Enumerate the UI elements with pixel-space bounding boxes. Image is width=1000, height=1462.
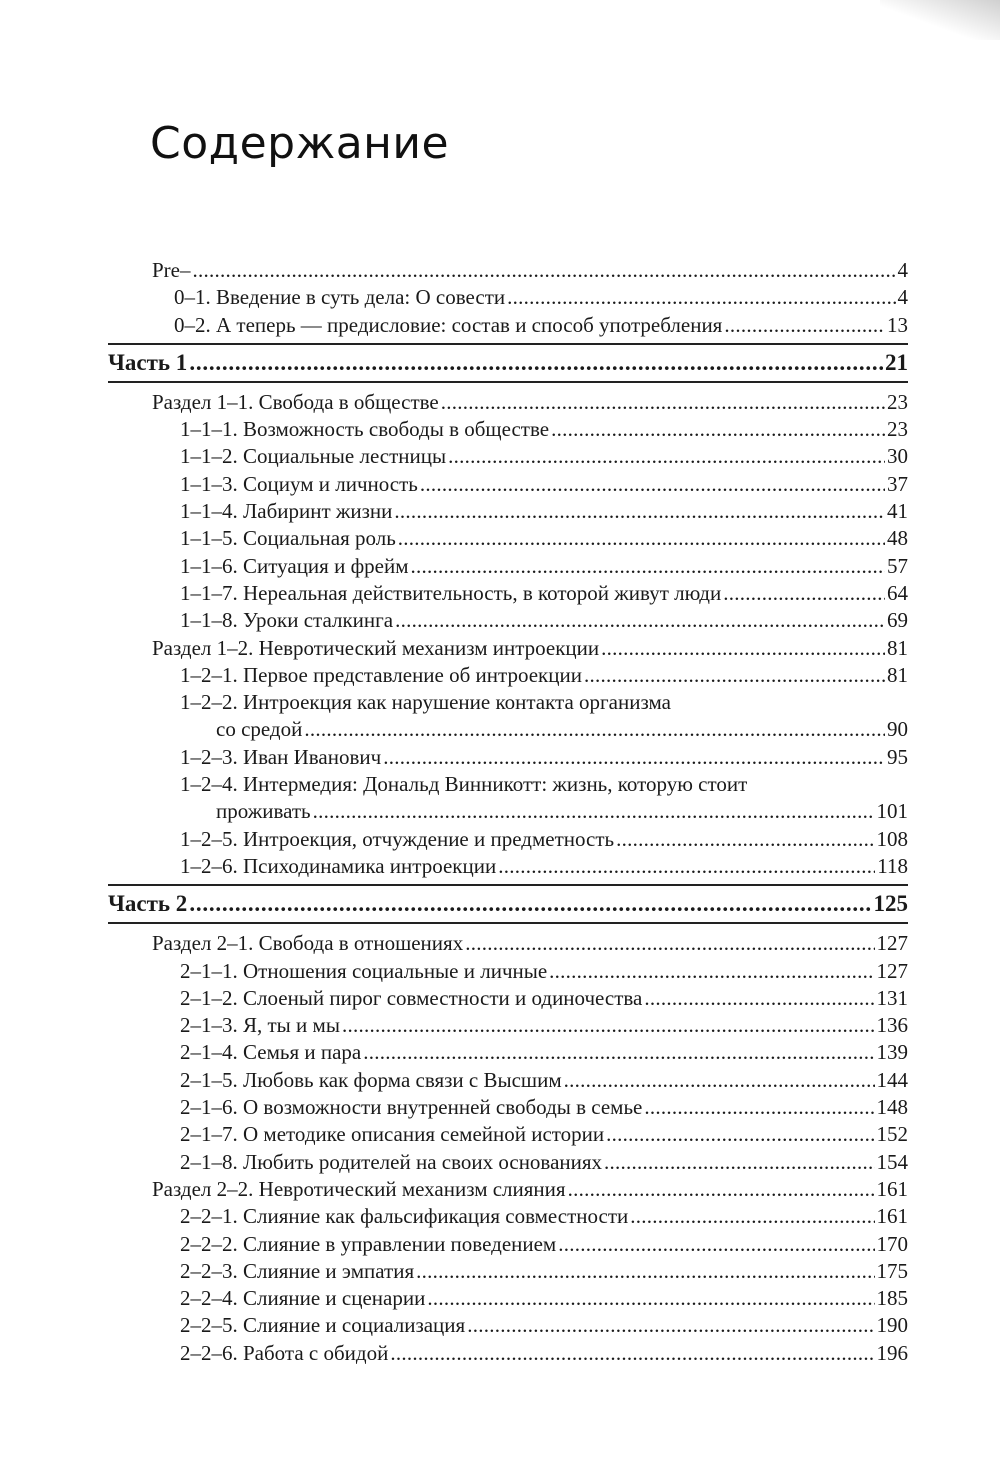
toc-entry[interactable] [108,1312,908,1339]
toc-entry-page: 185 [876,1286,908,1311]
leader-dots [558,1231,874,1258]
toc-entry-label: 1–1–2. Социальные лестницы [180,444,447,469]
toc-entry-page: 64 [887,580,908,605]
toc-entry-page: 131 [876,985,908,1010]
leader-dots [601,635,885,662]
toc-entry-page: 4 [897,258,908,282]
toc-entry-first-line[interactable] [108,689,908,716]
leader-dots [448,443,885,470]
toc-section-page: 127 [876,931,908,956]
leader-dots [507,284,895,311]
leader-dots [420,471,885,498]
toc-entry-label: со средой [216,717,303,742]
toc-entry-label: 1–2–5. Интроекция, отчуждение и предметность [180,826,615,851]
toc-entry-label: 2–1–2. Слоеный пирог совместности и одиночества [180,985,643,1010]
toc-entry-label: 1–1–7. Нереальная действительность, в которой живут люди [180,580,722,605]
toc-section-heading[interactable] [108,1176,908,1203]
leader-dots [189,345,883,381]
leader-dots [398,525,885,552]
toc-entry[interactable] [108,1012,908,1039]
toc-entry[interactable] [108,958,908,985]
toc-entry[interactable] [108,1121,908,1148]
toc-entry-label: 2–1–4. Семья и пара [180,1040,362,1065]
toc-entry[interactable] [108,471,908,498]
toc-part-page: 125 [873,891,908,917]
toc-entry-label: 1–1–3. Социум и личность [180,471,418,496]
toc-entry[interactable] [108,1094,908,1121]
toc-part-page: 21 [885,349,908,375]
leader-dots [604,1149,874,1176]
toc-entry-label: 2–2–3. Слияние и эмпатия [180,1258,415,1283]
leader-dots [193,257,896,284]
toc-entry-page: 30 [887,444,908,469]
leader-dots [564,1067,875,1094]
leader-dots [465,930,874,957]
toc-entry-page: 148 [876,1095,908,1120]
toc-entry-page: 161 [876,1204,908,1229]
toc-entry-page: 190 [876,1313,908,1338]
toc-entry[interactable] [108,607,908,634]
toc-entry[interactable] [108,1258,908,1285]
toc-entry-label: 1–2–6. Психодинамика интроекции [180,853,497,878]
toc-section-page: 81 [887,635,908,660]
toc-entry[interactable] [108,257,908,284]
leader-dots [606,1121,874,1148]
toc-entry-page: 170 [876,1231,908,1256]
leader-dots [304,716,885,743]
toc-entry-page: 175 [876,1258,908,1283]
toc-entry[interactable] [108,1285,908,1312]
toc-entry-page: 4 [897,285,908,310]
toc-entry-page: 101 [876,799,908,824]
toc-entry-label: Pre– [152,258,191,282]
toc-entry-page: 90 [887,717,908,742]
toc-entry[interactable] [108,985,908,1012]
leader-dots [394,498,885,525]
toc-entry-page: 48 [887,526,908,551]
leader-dots [498,853,875,880]
leader-dots [568,1176,875,1203]
toc-entry[interactable] [108,1149,908,1176]
toc-entry-page: 118 [877,853,908,878]
toc-entry-label: 1–1–6. Ситуация и фрейм [180,553,409,578]
toc-entry-label: 1–2–1. Первое представление об интроекции [180,662,582,687]
toc-entry-label: 2–1–1. Отношения социальные и личные [180,958,548,983]
toc-entry-page: 154 [876,1149,908,1174]
toc-entry-label: 2–2–4. Слияние и сценарии [180,1286,426,1311]
toc-entry-label: 0–2. А теперь — предисловие: состав и способ употребления [174,312,723,337]
toc-entry[interactable] [108,744,908,771]
toc-part-label: Часть 2 [108,891,188,917]
toc-entry-page: 127 [876,958,908,983]
leader-dots [616,826,874,853]
toc-entry-page: 136 [876,1013,908,1038]
toc-section-heading[interactable] [108,635,908,662]
toc-entry-page: 41 [887,499,908,524]
toc-entry[interactable] [108,312,908,339]
toc-entry[interactable] [108,443,908,470]
toc-entry[interactable] [108,1203,908,1230]
toc-entry-label: 1–1–8. Уроки сталкинга [180,608,394,633]
toc-entry-page: 69 [887,608,908,633]
leader-dots [441,389,885,416]
toc-entry[interactable] [108,853,908,880]
toc-entry-label: 2–1–7. О методике описания семейной истории [180,1122,605,1147]
toc-entry-page: 95 [887,744,908,769]
leader-dots [644,985,874,1012]
toc-entry-label: 1–2–2. Интроекция как нарушение контакта организма [180,690,671,715]
leader-dots [427,1285,874,1312]
toc-section-label: Раздел 2–1. Свобода в отношениях [152,931,464,956]
leader-dots [383,744,885,771]
toc-entry-page: 108 [876,826,908,851]
toc-entry-label: проживать [216,799,311,824]
toc-section-heading[interactable] [108,389,908,416]
leader-dots [584,662,885,689]
toc-entry-page: 144 [876,1067,908,1092]
toc-entry-page: 81 [887,662,908,687]
toc-entry-page: 13 [887,312,908,337]
toc-entry[interactable] [108,662,908,689]
toc-part-heading[interactable] [108,343,908,383]
toc-entry-label: 1–2–3. Иван Иванович [180,744,382,769]
toc-entry-label: 2–2–5. Слияние и социализация [180,1313,466,1338]
toc-section-label: Раздел 1–1. Свобода в обществе [152,389,439,414]
toc-section-heading[interactable] [108,930,908,957]
leader-dots [467,1312,874,1339]
toc-entry-label: 1–1–5. Социальная роль [180,526,396,551]
toc-entry-label: 1–1–4. Лабиринт жизни [180,499,393,524]
page-edge-shadow [880,0,1000,40]
toc-entry-page: 139 [876,1040,908,1065]
toc-entry[interactable] [108,1340,908,1367]
toc-entry-label: 1–2–4. Интермедия: Дональд Винникотт: жизнь, которую стоит [180,772,748,797]
toc-entry-page: 196 [876,1340,908,1365]
leader-dots [395,607,885,634]
toc-entry-label: 2–2–2. Слияние в управлении поведением [180,1231,557,1256]
page-title: Содержание [150,118,450,169]
toc-entry-label: 2–2–6. Работа с обидой [180,1340,389,1365]
table-of-contents [108,257,908,1367]
toc-entry-page: 37 [887,471,908,496]
toc-entry-page: 23 [887,417,908,442]
toc-part-label: Часть 1 [108,349,188,375]
leader-dots [723,580,885,607]
toc-entry[interactable] [108,1231,908,1258]
toc-entry[interactable] [108,1039,908,1066]
toc-section-label: Раздел 1–2. Невротический механизм интроекции [152,635,600,660]
leader-dots [724,312,885,339]
toc-entry[interactable] [108,1067,908,1094]
toc-entry[interactable] [108,525,908,552]
toc-entry[interactable] [108,416,908,443]
toc-entry[interactable] [108,553,908,580]
toc-entry-page: 57 [887,553,908,578]
toc-section-label: Раздел 2–2. Невротический механизм слияния [152,1176,566,1201]
toc-entry[interactable] [108,580,908,607]
leader-dots [390,1340,874,1367]
leader-dots [644,1094,874,1121]
toc-entry-label: 2–1–3. Я, ты и мы [180,1013,340,1038]
toc-entry[interactable] [108,498,908,525]
toc-part-heading[interactable] [108,884,908,924]
leader-dots [630,1203,874,1230]
toc-entry-label: 2–1–5. Любовь как форма связи с Высшим [180,1067,562,1092]
leader-dots [363,1039,874,1066]
toc-section-page: 23 [887,389,908,414]
toc-entry-label: 2–2–1. Слияние как фальсификация совместности [180,1204,629,1229]
toc-entry-continuation[interactable] [108,716,908,743]
leader-dots [549,958,874,985]
toc-entry-first-line[interactable] [108,771,908,798]
leader-dots [342,1012,875,1039]
toc-entry-label: 0–1. Введение в суть дела: О совести [174,285,506,310]
leader-dots [313,798,875,825]
leader-dots [551,416,885,443]
toc-entry-page: 152 [876,1122,908,1147]
toc-entry[interactable] [108,826,908,853]
leader-dots [189,886,871,922]
toc-entry-continuation[interactable] [108,798,908,825]
leader-dots [416,1258,874,1285]
toc-entry-label: 2–1–6. О возможности внутренней свободы в семье [180,1095,643,1120]
leader-dots [411,553,885,580]
toc-entry-label: 1–1–1. Возможность свободы в обществе [180,417,550,442]
toc-section-page: 161 [876,1176,908,1201]
toc-entry-label: 2–1–8. Любить родителей на своих основаниях [180,1149,603,1174]
toc-entry[interactable] [108,284,908,311]
